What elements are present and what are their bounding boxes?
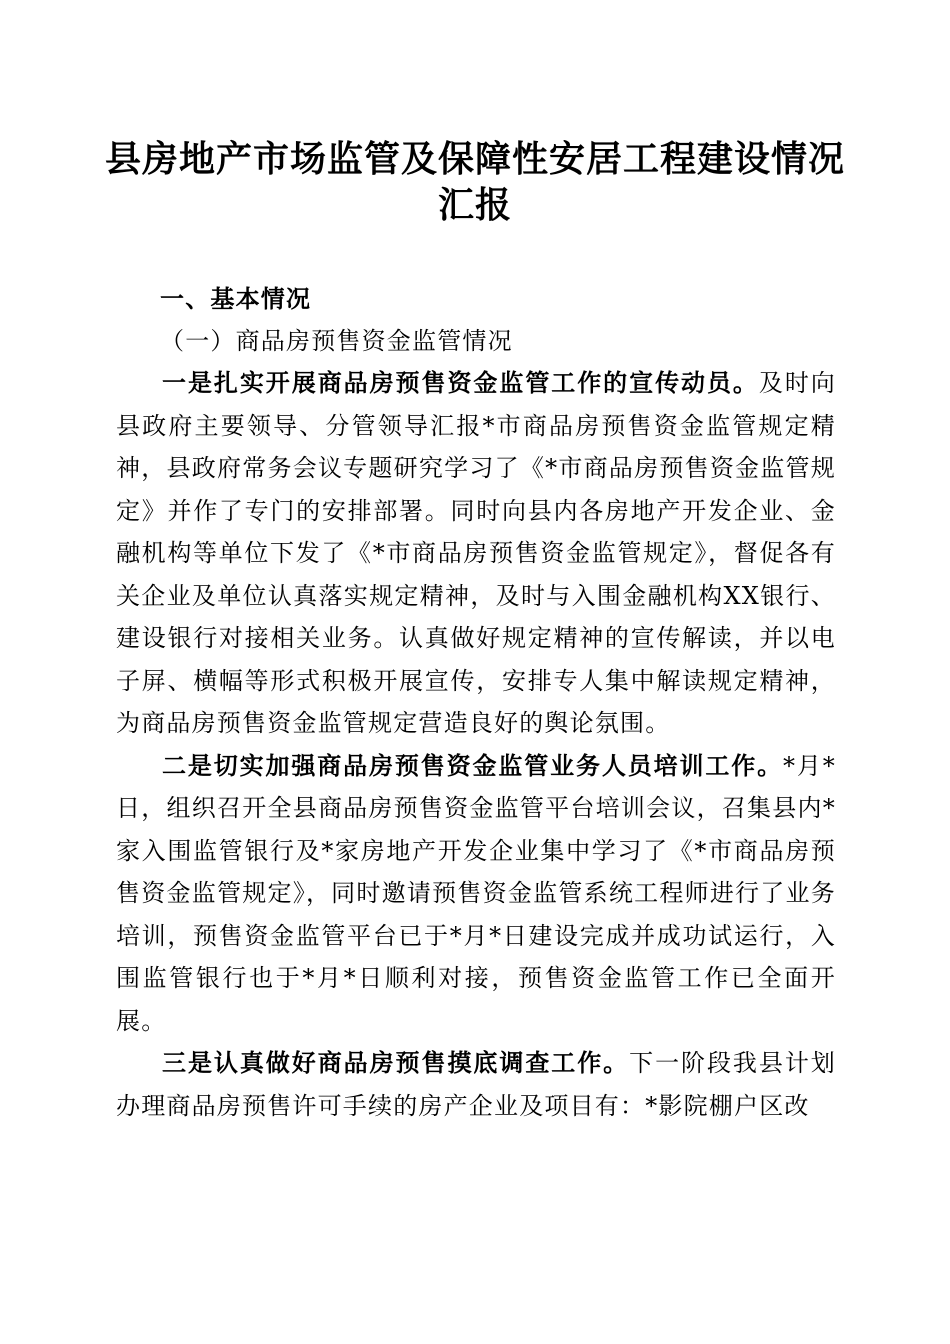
document-body	[116, 278, 836, 1127]
paragraph-training	[116, 745, 836, 1043]
section-heading-basic-situation: 一、基本情况	[160, 285, 312, 313]
paragraph-survey	[116, 1042, 836, 1127]
paragraph-text: 下一阶段我县计划办理商品房预售许可手续的房产企业及项目有：*影院棚户区改	[116, 1049, 836, 1120]
paragraph-publicity	[116, 362, 836, 745]
title-line-2: 汇报	[437, 184, 512, 226]
document-title	[100, 136, 850, 228]
paragraph-lead: 三是认真做好商品房预售摸底调查工作。	[162, 1048, 630, 1077]
subsection-heading-presale-funds: （一）商品房预售资金监管情况	[160, 327, 513, 355]
paragraph-text: *月*日，组织召开全县商品房预售资金监管平台培训会议，召集县内*家入围监管银行及*家房地产开发企业集中学习了《*市商品房预售资金监管规定》，同时邀请预售资金监管系统工程师进行了业务培训，预售资金监管平台已于*月*日建设完成并成功试运行，入围监管银行也于*月*日顺利对接，预售资金监管工作已全面开展。	[116, 751, 836, 1035]
paragraph-text: 及时向县政府主要领导、分管领导汇报*市商品房预售资金监管规定精神，县政府常务会议专题研究学习了《*市商品房预售资金监管规定》并作了专门的安排部署。同时向县内各房地产开发企业、金融机构等单位下发了《*市商品房预售资金监管规定》，督促各有关企业及单位认真落实规定精神，及时与入围金融机构XX银行、建设银行对接相关业务。认真做好规定精神的宣传解读，并以电子屏、横幅等形式积极开展宣传，安排专人集中解读规定精神，为商品房预售资金监管规定营造良好的舆论氛围。	[116, 369, 836, 737]
title-line-1: 县房地产市场监管及保障性安居工程建设情况	[104, 138, 845, 180]
paragraph-lead: 一是扎实开展商品房预售资金监管工作的宣传动员。	[162, 368, 759, 397]
paragraph-lead: 二是切实加强商品房预售资金监管业务人员培训工作。	[162, 750, 784, 780]
